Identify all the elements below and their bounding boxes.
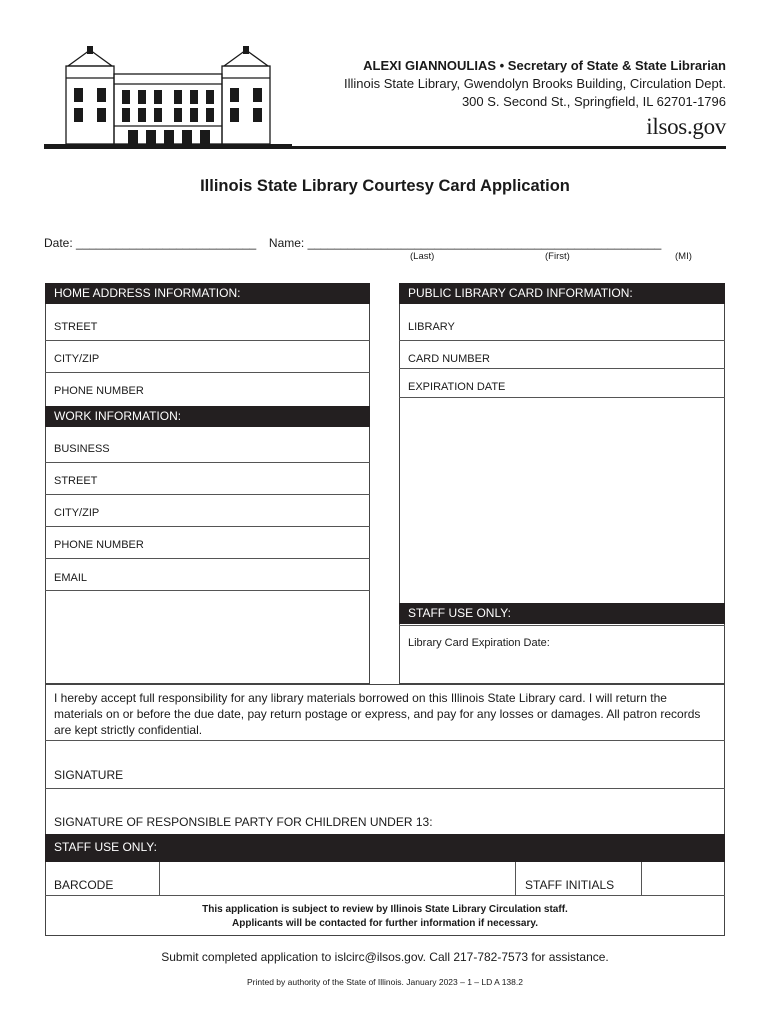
divider: [45, 462, 370, 463]
street-address-line: 300 S. Second St., Springfield, IL 62701-1796: [461, 94, 726, 109]
divider: [515, 862, 516, 895]
home-phone-field[interactable]: PHONE NUMBER: [54, 385, 144, 397]
divider: [45, 494, 370, 495]
review-notice-line1: This application is subject to review by Illinois State Library Circulation staff.: [202, 904, 568, 915]
divider: [45, 895, 725, 896]
agreement-text: I hereby accept full responsibility for any library materials borrowed on this Illinois State Library card. I will return the materials on or before the due date, pay return postage or express, and pay for any losses or damages. All patron records are kept strictly confidential.: [54, 691, 701, 737]
header-rule: [44, 146, 726, 149]
library-building-logo: [44, 44, 292, 148]
last-name-label: (Last): [410, 251, 435, 262]
divider: [45, 788, 725, 789]
signature-field[interactable]: SIGNATURE: [54, 768, 124, 782]
home-cityzip-field[interactable]: CITY/ZIP: [54, 353, 100, 365]
barcode-field[interactable]: BARCODE: [54, 878, 114, 892]
public-library-header: PUBLIC LIBRARY CARD INFORMATION:: [399, 283, 725, 304]
work-info-header: WORK INFORMATION:: [45, 406, 370, 427]
expiration-date-field[interactable]: EXPIRATION DATE: [408, 381, 506, 393]
review-notice: [45, 903, 725, 931]
card-number-field[interactable]: CARD NUMBER: [408, 353, 490, 365]
library-field[interactable]: LIBRARY: [408, 321, 455, 333]
divider: [399, 340, 725, 341]
child-signature-field[interactable]: SIGNATURE OF RESPONSIBLE PARTY FOR CHILDREN UNDER 13:: [54, 815, 433, 829]
divider: [641, 862, 642, 895]
secretary-line: ALEXI GIANNOULIAS • Secretary of State & State Librarian: [363, 58, 726, 73]
home-street-field[interactable]: STREET: [54, 321, 98, 333]
review-notice-line2: Applicants will be contacted for further information if necessary.: [232, 918, 538, 929]
divider: [45, 558, 370, 559]
divider: [399, 368, 725, 369]
divider: [45, 740, 725, 741]
staff-use-header-bottom: STAFF USE ONLY:: [45, 834, 725, 862]
middle-initial-label: (MI): [675, 251, 692, 262]
work-street-field[interactable]: STREET: [54, 475, 98, 487]
ilsos-site-logo: ilsos.gov: [646, 114, 726, 139]
divider: [45, 340, 370, 341]
divider: [399, 397, 725, 398]
printed-by-footer: Printed by authority of the State of Illinois. January 2023 – 1 – LD A 138.2: [247, 977, 523, 987]
work-phone-field[interactable]: PHONE NUMBER: [54, 539, 144, 551]
library-address-line: Illinois State Library, Gwendolyn Brooks Building, Circulation Dept.: [344, 76, 726, 91]
page-title: Illinois State Library Courtesy Card Application: [200, 177, 570, 195]
work-cityzip-field[interactable]: CITY/ZIP: [54, 507, 100, 519]
staff-initials-field[interactable]: STAFF INITIALS: [525, 878, 615, 892]
divider: [45, 590, 370, 591]
work-business-field[interactable]: BUSINESS: [54, 443, 110, 455]
submit-instructions: Submit completed application to islcirc@ilsos.gov. Call 217-782-7573 for assistance.: [161, 950, 609, 964]
first-name-label: (First): [545, 251, 570, 262]
divider: [159, 862, 160, 895]
date-name-row: [44, 236, 661, 250]
divider: [399, 625, 725, 626]
library-card-expiration-field[interactable]: Library Card Expiration Date:: [408, 637, 550, 649]
name-label[interactable]: Name: _____________________________________________________: [268, 236, 662, 250]
home-address-header: HOME ADDRESS INFORMATION:: [45, 283, 370, 304]
divider: [45, 526, 370, 527]
staff-use-header-right: STAFF USE ONLY:: [399, 603, 725, 624]
divider: [45, 372, 370, 373]
work-email-field[interactable]: EMAIL: [54, 572, 88, 584]
date-label[interactable]: Date: ___________________________: [44, 236, 257, 250]
